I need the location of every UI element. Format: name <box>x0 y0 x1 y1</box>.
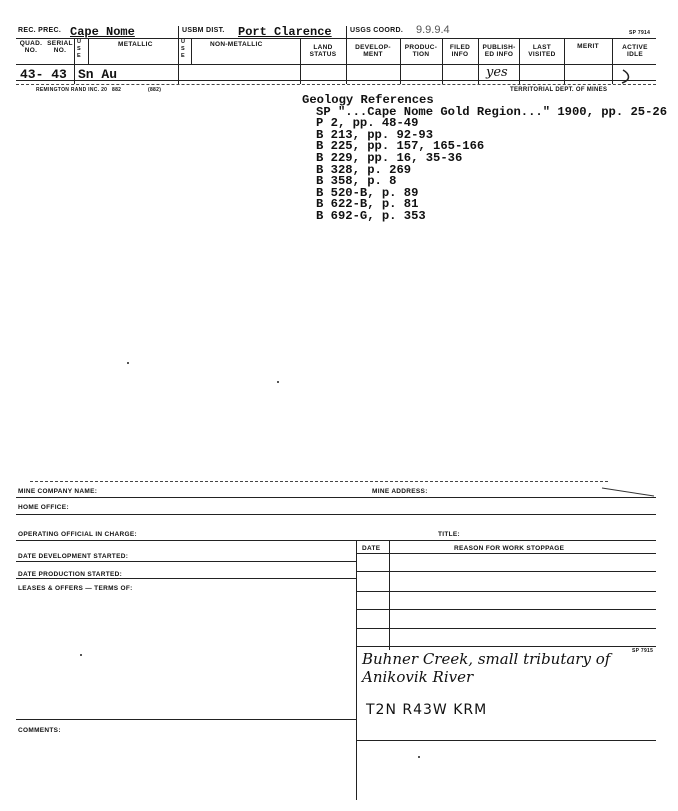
col-development: DEVELOP- MENT <box>355 44 391 58</box>
date-col-header: DATE <box>362 545 381 552</box>
operating-official-label: OPERATING OFFICIAL IN CHARGE: <box>18 531 137 538</box>
title-label: TITLE: <box>438 531 461 538</box>
printer-imprint: REMINGTON RAND INC. 20 <box>36 87 108 93</box>
comments-label: COMMENTS: <box>18 727 61 734</box>
printer-code-2: (882) <box>148 87 162 93</box>
printer-code: 882 <box>112 87 122 93</box>
rec-prec-label: REC. PREC. <box>18 27 62 34</box>
usbm-dist-label: USBM DIST. <box>182 27 225 34</box>
home-office-label: HOME OFFICE: <box>18 504 69 511</box>
date-prod-started-label: DATE PRODUCTION STARTED: <box>18 571 123 578</box>
metallic-value: Sn Au <box>78 67 118 82</box>
ref-item: SP "...Cape Nome Gold Region..." 1900, pp. 25-26 <box>316 104 668 119</box>
speck <box>418 756 420 758</box>
geology-heading: Geology References <box>302 93 434 107</box>
col-use-nonmetallic: U S E <box>181 39 186 59</box>
col-non-metallic: NON-METALLIC <box>210 41 263 48</box>
usbm-dist-value: Port Clarence <box>238 25 332 39</box>
reason-col-header: REASON FOR WORK STOPPAGE <box>454 545 565 552</box>
ref-item: B 328, p. 269 <box>316 162 412 177</box>
ref-item: B 358, p. 8 <box>316 174 397 189</box>
handwritten-township-range: T2N R43W KRM <box>366 702 488 718</box>
col-land-status: LAND STATUS <box>309 44 337 58</box>
col-published-info: PUBLISH- ED INFO <box>482 44 516 58</box>
usgs-coord-value: 9.9.9.4 <box>416 24 450 36</box>
published-info-value: yes <box>486 65 508 80</box>
col-use-metallic: U S E <box>77 39 82 59</box>
form-number: SP 7914 <box>629 30 651 36</box>
speck <box>127 362 129 364</box>
col-quad: QUAD. NO. <box>19 40 43 54</box>
col-production: PRODUC- TION <box>404 44 438 58</box>
handwritten-location-line-1: Buhner Creek, small tributary of <box>362 650 611 668</box>
col-last-visited: LAST VISITED <box>528 44 556 58</box>
speck <box>80 654 82 656</box>
speck <box>277 381 279 383</box>
col-metallic: METALLIC <box>118 41 153 48</box>
active-idle-check-mark <box>620 68 634 86</box>
rec-prec-value: Cape Nome <box>70 25 135 39</box>
ref-item: B 229, pp. 16, 35-36 <box>316 150 463 165</box>
col-serial: SERIAL NO. <box>47 40 73 54</box>
ref-item: B 213, pp. 92-93 <box>316 127 434 142</box>
leases-label: LEASES & OFFERS — TERMS OF: <box>18 585 133 592</box>
quad-serial-value: 43- 43 <box>20 67 67 82</box>
territorial-dept: TERRITORIAL DEPT. OF MINES <box>510 87 608 93</box>
mine-company-name-label: MINE COMPANY NAME: <box>18 488 98 495</box>
ref-item: P 2, pp. 48-49 <box>316 116 419 131</box>
tear-line <box>600 484 656 498</box>
ref-item: B 692-G, p. 353 <box>316 208 426 223</box>
ref-item: B 622-B, p. 81 <box>316 197 419 212</box>
ref-item: B 520-B, p. 89 <box>316 185 419 200</box>
mine-address-label: MINE ADDRESS: <box>372 488 428 495</box>
date-dev-started-label: DATE DEVELOPMENT STARTED: <box>18 553 129 560</box>
col-active-idle: ACTIVE IDLE <box>622 44 648 58</box>
ref-item: B 225, pp. 157, 165-166 <box>316 139 485 154</box>
geology-references <box>302 95 667 223</box>
col-merit: MERIT <box>577 43 599 50</box>
usgs-coord-label: USGS COORD. <box>350 27 404 34</box>
handwritten-location-line-2: Anikovik River <box>362 668 474 686</box>
col-filed-info: FILED INFO <box>449 44 471 58</box>
form-number-2: SP 7915 <box>632 648 654 654</box>
